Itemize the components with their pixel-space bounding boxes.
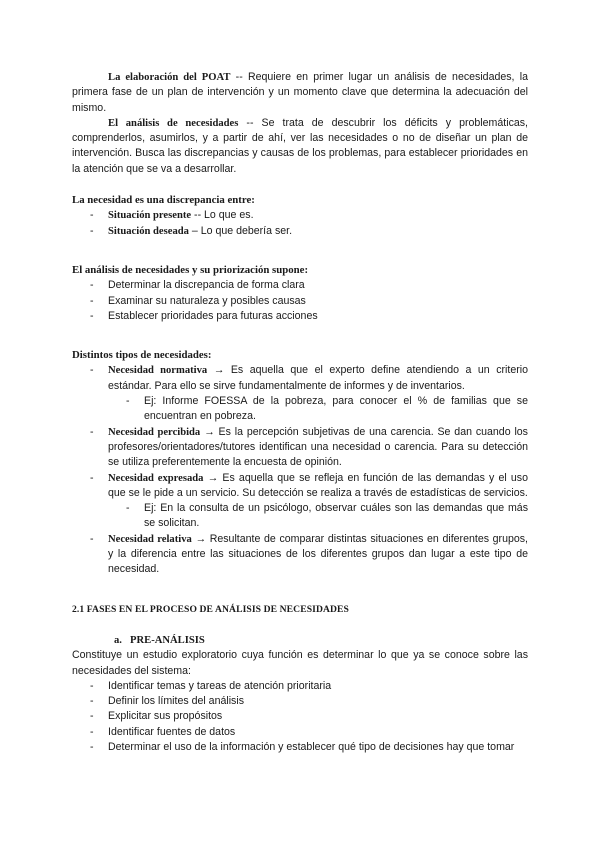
preanalisis-list <box>72 679 528 755</box>
item-text: – Lo que debería ser. <box>188 224 293 237</box>
list-item: - Identificar temas y tareas de atención prioritaria <box>72 679 528 694</box>
discrepancia-list <box>72 208 528 239</box>
item-text: → Es la percepción subjetivas de una carencia. Se dan cuando los profesores/orientadores/tutores identifican una necesidad o carencia. Para su detección se utiliza preferentemente la encuesta de opinión. <box>108 425 528 469</box>
list-item-expresada <box>72 471 528 502</box>
list-item-normativa <box>72 363 528 394</box>
list-subitem: - Ej: En la consulta de un psicólogo, observar cuáles son las demandas que más se solicitan. <box>72 501 528 532</box>
list-item <box>72 224 528 239</box>
tipos-heading: Distintos tipos de necesidades: <box>72 349 212 362</box>
list-item-percibida <box>72 425 528 471</box>
item-term: Necesidad normativa <box>108 365 208 377</box>
preanalisis-intro: Constituye un estudio exploratorio cuya función es determinar lo que ya se conoce sobre las necesidades del sistema: <box>72 649 528 677</box>
item-text: -- Lo que es. <box>191 209 254 222</box>
item-term: Situación presente <box>108 210 192 222</box>
subsection-heading <box>72 633 528 648</box>
priorizacion-heading: El análisis de necesidades y su priorización supone: <box>72 263 309 276</box>
discrepancia-heading: La necesidad es una discrepancia entre: <box>72 194 255 207</box>
analisis-term: El análisis de necesidades <box>108 117 239 129</box>
priorizacion-list <box>72 278 528 324</box>
list-item: - Examinar su naturaleza y posibles causas <box>72 294 528 309</box>
list-subitem: - Ej: Informe FOESSA de la pobreza, para conocer el % de familias que se encuentran en pobreza. <box>72 394 528 425</box>
item-text: → Es aquella que el experto define atendiendo a un criterio estándar. Para ello se sirve fundamentalmente de informes y de inventarios. <box>108 364 528 392</box>
list-item: - Identificar fuentes de datos <box>72 725 528 740</box>
item-term: Situación deseada <box>108 225 189 237</box>
item-term: Necesidad expresada <box>108 472 204 484</box>
poat-term: La elaboración del POAT <box>108 72 231 83</box>
list-item <box>72 208 528 223</box>
intro-paragraph-poat <box>72 70 528 116</box>
item-term: Necesidad percibida <box>108 426 201 438</box>
list-item: - Determinar el uso de la información y establecer qué tipo de decisiones hay que tomar <box>72 740 528 755</box>
poat-definition: -- Requiere en primer lugar un análisis de necesidades, la primera fase de un plan de intervención y un momento clave que determina la adecuación del mismo. <box>72 71 528 114</box>
list-item: - Establecer prioridades para futuras acciones <box>72 309 528 324</box>
item-text: → Resultante de comparar distintas situaciones en diferentes grupos, y la diferencia entre las situaciones de los diferentes grupos dan lugar a este tipo de necesidad. <box>108 532 528 576</box>
intro-paragraph-analisis <box>72 116 528 177</box>
list-item-relativa <box>72 532 528 578</box>
item-text: → Es aquella que se refleja en función de las demandas y el uso que se le pide a un servicio. Su detección se realiza a través de estadísticas de servicios. <box>108 471 528 499</box>
section-heading: 2.1 FASES EN EL PROCESO DE ANÁLISIS DE NECESIDADES <box>72 603 349 615</box>
item-term: Necesidad relativa <box>108 533 192 545</box>
tipos-list <box>72 363 528 577</box>
list-item: - Explicitar sus propósitos <box>72 709 528 724</box>
list-item: - Definir los límites del análisis <box>72 694 528 709</box>
list-item: - Determinar la discrepancia de forma clara <box>72 278 528 293</box>
analisis-definition: -- Se trata de descubrir los déficits y problemáticas, comprenderlos, asumirlos, y a partir de ahí, ver las necesidades o no de diseñar un plan de intervención. Busca las discrepancias y causas de los problemas, para establecer prioridades en la atención que se va a desarrollar. <box>72 116 528 175</box>
subsection-title: PRE-ANÁLISIS <box>130 634 205 646</box>
subsection-letter: a. <box>114 634 122 646</box>
